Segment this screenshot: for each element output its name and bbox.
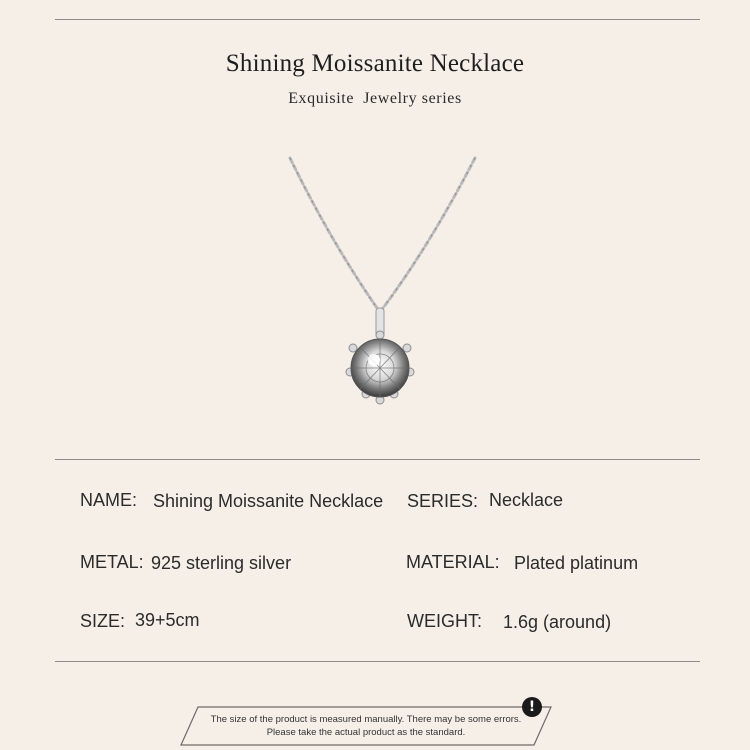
weight-label: WEIGHT:	[407, 611, 482, 631]
series-value: Necklace	[489, 490, 564, 510]
product-image	[270, 150, 490, 420]
size-notice	[180, 706, 552, 746]
name-value: Shining Moissanite Necklace	[153, 491, 384, 511]
series-label: SERIES:	[407, 491, 479, 511]
specs-bottom-divider	[55, 661, 700, 662]
notice-line-1: The size of the product is measured manually. There may be some errors.	[210, 714, 522, 725]
size-value: 39+5cm	[135, 610, 200, 630]
exclamation-icon: !	[522, 697, 542, 717]
name-label: NAME:	[80, 490, 138, 510]
metal-label: METAL:	[80, 552, 144, 572]
necklace-pendant-icon	[270, 150, 490, 420]
top-divider	[55, 19, 700, 20]
metal-value: 925 sterling silver	[151, 553, 292, 573]
weight-value: 1.6g (around)	[503, 612, 612, 632]
notice-line-2: Please take the actual product as the standard.	[266, 727, 466, 738]
material-label: MATERIAL:	[406, 552, 500, 572]
specs-top-divider	[55, 459, 700, 460]
page-subtitle: Exquisite Jewelry series	[288, 90, 462, 107]
material-value: Plated platinum	[514, 553, 639, 573]
size-label: SIZE:	[80, 611, 126, 631]
page-title: Shining Moissanite Necklace	[225, 50, 525, 77]
